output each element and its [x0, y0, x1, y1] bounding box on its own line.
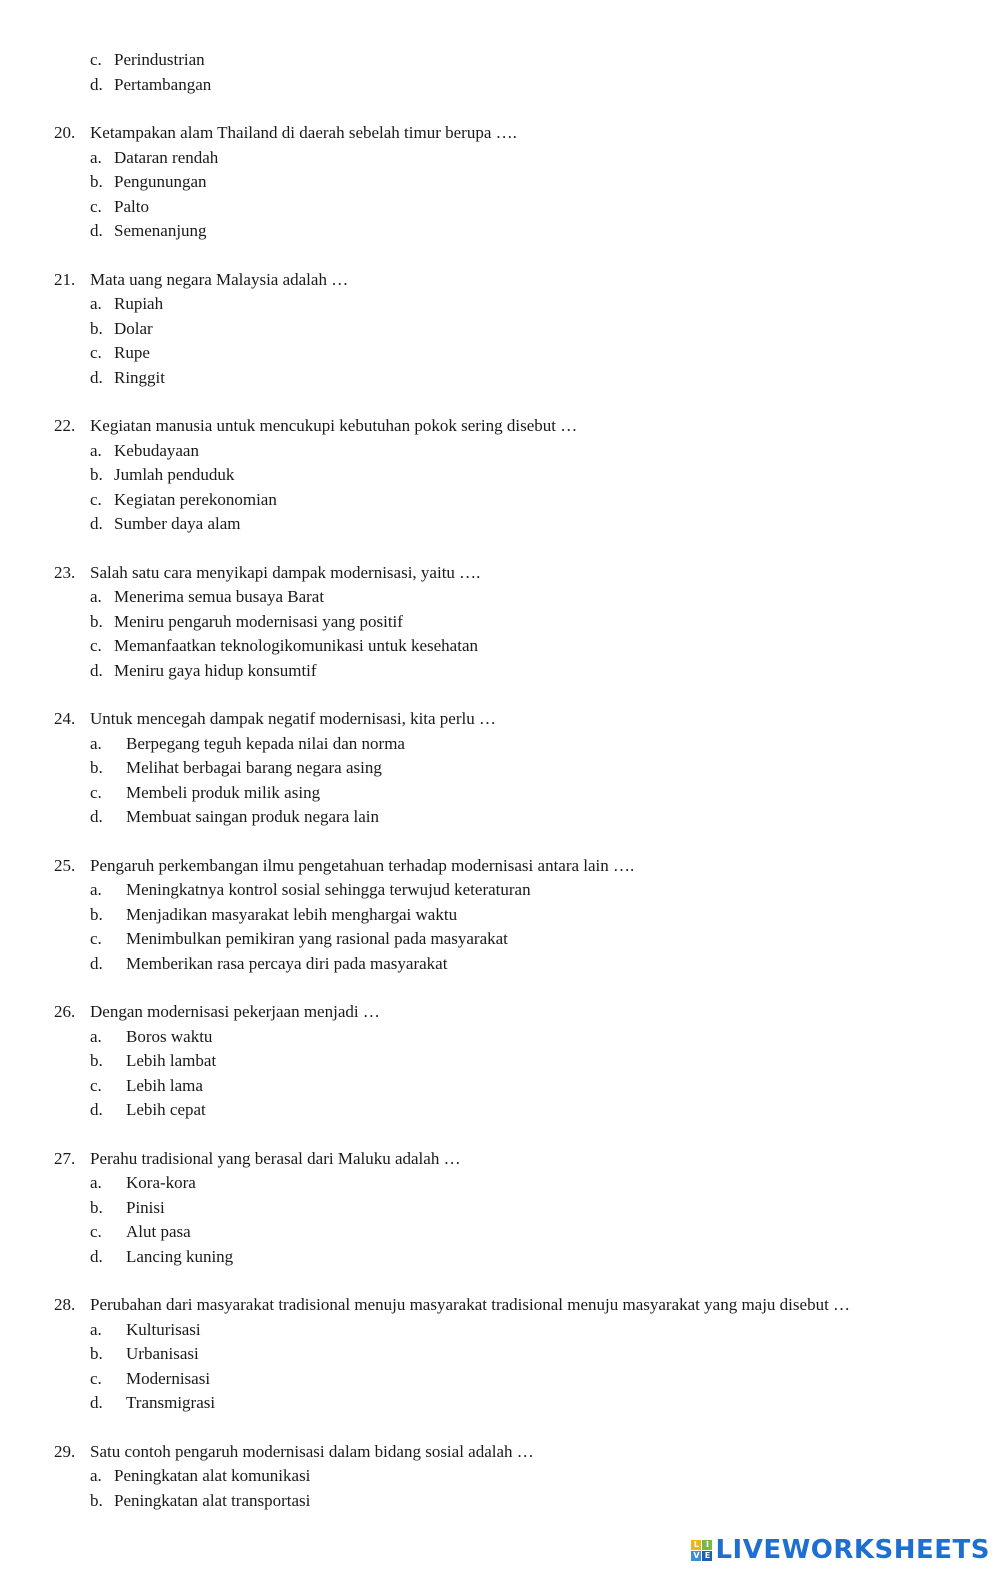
- question-number: 20.: [54, 123, 76, 142]
- answer-option[interactable]: [0, 1025, 1000, 1050]
- answer-option[interactable]: [0, 146, 1000, 171]
- answer-option[interactable]: [0, 1342, 1000, 1367]
- option-text: Palto: [114, 196, 149, 216]
- answer-option[interactable]: [0, 927, 1000, 952]
- answer-option[interactable]: [0, 439, 1000, 464]
- question-text: Satu contoh pengaruh modernisasi dalam bidang sosial adalah …: [90, 1441, 534, 1461]
- answer-option[interactable]: [0, 805, 1000, 830]
- question-text: Untuk mencegah dampak negatif modernisasi, kita perlu …: [90, 709, 496, 728]
- question-block: [0, 268, 1000, 391]
- question-stem: [0, 1147, 1000, 1172]
- option-letter: b.: [90, 172, 103, 191]
- option-letter: b.: [90, 1197, 103, 1217]
- option-letter: a.: [90, 440, 102, 460]
- question-block: [0, 561, 1000, 684]
- question-stem: [0, 121, 1000, 146]
- option-letter: c.: [90, 1222, 102, 1241]
- question-number: 27.: [54, 1148, 76, 1168]
- option-text: Menimbulkan pemikiran yang rasional pada masyarakat: [126, 929, 508, 948]
- answer-option[interactable]: [0, 48, 1000, 73]
- question-block: [0, 414, 1000, 537]
- option-text: Lebih cepat: [126, 1100, 206, 1119]
- option-letter: b.: [90, 465, 103, 484]
- answer-option[interactable]: [0, 463, 1000, 488]
- option-letter: c.: [90, 50, 102, 69]
- question-stem: [0, 268, 1000, 293]
- question-number: 26.: [54, 1002, 76, 1021]
- option-text: Alut pasa: [126, 1222, 191, 1241]
- option-text: Sumber daya alam: [114, 514, 241, 533]
- logo-mark-icon: [691, 1540, 712, 1561]
- option-text: Menerima semua busaya Barat: [114, 587, 325, 606]
- option-letter: a.: [90, 587, 102, 606]
- question-stem: [0, 1440, 1000, 1465]
- answer-option[interactable]: [0, 170, 1000, 195]
- option-letter: d.: [90, 514, 103, 533]
- option-text: Melihat berbagai barang negara asing: [126, 758, 382, 777]
- question-stem: [0, 561, 1000, 586]
- answer-option[interactable]: [0, 512, 1000, 537]
- answer-option[interactable]: [0, 366, 1000, 391]
- option-text: Dataran rendah: [114, 147, 219, 167]
- answer-option[interactable]: [0, 292, 1000, 317]
- answer-option[interactable]: [0, 952, 1000, 977]
- option-text: Meningkatnya kontrol sosial sehingga terwujud keteraturan: [126, 880, 531, 899]
- option-text: Modernisasi: [126, 1368, 211, 1388]
- answer-option[interactable]: [0, 73, 1000, 98]
- question-text: Mata uang negara Malaysia adalah …: [90, 269, 349, 289]
- answer-option[interactable]: [0, 1098, 1000, 1123]
- question-text: Perahu tradisional yang berasal dari Maluku adalah …: [90, 1148, 461, 1168]
- answer-option[interactable]: [0, 610, 1000, 635]
- option-letter: c.: [90, 196, 102, 216]
- question-text: Kegiatan manusia untuk mencukupi kebutuhan pokok sering disebut …: [90, 416, 578, 435]
- option-text: Perindustrian: [114, 50, 205, 69]
- option-text: Dolar: [114, 318, 153, 338]
- option-text: Memanfaatkan teknologikomunikasi untuk kesehatan: [114, 636, 478, 655]
- answer-option[interactable]: [0, 659, 1000, 684]
- option-letter: b.: [90, 1344, 103, 1363]
- option-letter: c.: [90, 343, 102, 362]
- option-text: Lancing kuning: [126, 1246, 234, 1266]
- logo-mark-tile: V: [693, 1550, 700, 1560]
- answer-option[interactable]: [0, 1049, 1000, 1074]
- option-letter: b.: [90, 904, 103, 924]
- answer-option[interactable]: [0, 1196, 1000, 1221]
- question-text: Pengaruh perkembangan ilmu pengetahuan terhadap modernisasi antara lain ….: [90, 855, 635, 875]
- option-letter: d.: [90, 953, 103, 973]
- option-letter: d.: [90, 1246, 103, 1266]
- logo-mark-tile: E: [702, 1551, 712, 1561]
- option-text: Lebih lama: [126, 1075, 203, 1095]
- answer-option[interactable]: [0, 317, 1000, 342]
- answer-option[interactable]: [0, 1367, 1000, 1392]
- option-text: Kulturisasi: [126, 1319, 201, 1339]
- option-letter: d.: [90, 367, 103, 387]
- option-letter: c.: [90, 929, 102, 948]
- option-letter: a.: [90, 880, 102, 899]
- option-letter: d.: [90, 1100, 103, 1119]
- option-letter: c.: [90, 1368, 102, 1388]
- option-text: Pinisi: [126, 1197, 165, 1217]
- option-letter: d.: [90, 221, 103, 240]
- logo-mark-tile: I: [702, 1540, 712, 1550]
- option-text: Lebih lambat: [126, 1051, 217, 1070]
- logo-text: LIVEWORKSHEETS: [715, 1535, 990, 1565]
- option-letter: a.: [90, 733, 102, 753]
- answer-option[interactable]: [0, 1220, 1000, 1245]
- liveworksheets-logo: [691, 1536, 990, 1564]
- option-letter: b.: [90, 1490, 103, 1510]
- question-stem: [0, 707, 1000, 732]
- question-block: [0, 854, 1000, 977]
- answer-option[interactable]: [0, 903, 1000, 928]
- option-letter: a.: [90, 294, 102, 313]
- question-stem: [0, 854, 1000, 879]
- question-stem: [0, 1000, 1000, 1025]
- previous-question-options: [0, 48, 1000, 97]
- question-number: 24.: [54, 709, 76, 728]
- answer-option[interactable]: [0, 1318, 1000, 1343]
- answer-option[interactable]: [0, 878, 1000, 903]
- option-text: Meniru gaya hidup konsumtif: [114, 660, 317, 680]
- answer-option[interactable]: [0, 341, 1000, 366]
- option-letter: a.: [90, 1319, 102, 1339]
- answer-option[interactable]: [0, 781, 1000, 806]
- question-text: Salah satu cara menyikapi dampak modernisasi, yaitu ….: [90, 562, 481, 582]
- answer-option[interactable]: [0, 219, 1000, 244]
- option-text: Kora-kora: [126, 1173, 196, 1192]
- option-letter: b.: [90, 758, 103, 777]
- option-text: Jumlah penduduk: [114, 465, 235, 484]
- question-number: 21.: [54, 269, 76, 289]
- question-number: 25.: [54, 855, 76, 875]
- option-letter: d.: [90, 807, 103, 826]
- option-text: Kebudayaan: [114, 440, 199, 460]
- option-text: Kegiatan perekonomian: [114, 489, 277, 509]
- option-text: Meniru pengaruh modernisasi yang positif: [114, 611, 403, 631]
- logo-mark-tile: L: [691, 1540, 701, 1550]
- option-text: Rupe: [114, 343, 150, 362]
- question-number: 29.: [54, 1441, 76, 1461]
- question-text: Ketampakan alam Thailand di daerah sebelah timur berupa ….: [90, 123, 517, 142]
- question-number: 22.: [54, 416, 76, 435]
- answer-option[interactable]: [0, 1245, 1000, 1270]
- option-letter: a.: [90, 1173, 102, 1192]
- option-letter: d.: [90, 74, 103, 94]
- answer-option[interactable]: [0, 1074, 1000, 1099]
- option-letter: b.: [90, 1051, 103, 1070]
- question-block: [0, 1147, 1000, 1270]
- question-text: Dengan modernisasi pekerjaan menjadi …: [90, 1002, 380, 1021]
- option-letter: b.: [90, 611, 103, 631]
- answer-option[interactable]: [0, 732, 1000, 757]
- question-block: [0, 121, 1000, 244]
- question-stem: [0, 1293, 1000, 1318]
- answer-option[interactable]: [0, 1171, 1000, 1196]
- option-letter: a.: [90, 1026, 102, 1046]
- option-text: Peningkatan alat komunikasi: [114, 1466, 311, 1485]
- option-letter: a.: [90, 147, 102, 167]
- option-text: Semenanjung: [114, 221, 207, 240]
- option-letter: b.: [90, 318, 103, 338]
- answer-option[interactable]: [0, 1391, 1000, 1416]
- question-block: [0, 1440, 1000, 1514]
- answer-option[interactable]: [0, 756, 1000, 781]
- question-block: [0, 707, 1000, 830]
- option-text: Ringgit: [114, 367, 166, 387]
- question-block: [0, 1000, 1000, 1123]
- question-block: [0, 1293, 1000, 1416]
- answer-option[interactable]: [0, 488, 1000, 513]
- option-text: Pertambangan: [114, 74, 212, 94]
- answer-option[interactable]: [0, 585, 1000, 610]
- answer-option[interactable]: [0, 1489, 1000, 1514]
- option-text: Menjadikan masyarakat lebih menghargai waktu: [126, 904, 458, 924]
- option-text: Berpegang teguh kepada nilai dan norma: [126, 733, 405, 753]
- answer-option[interactable]: [0, 634, 1000, 659]
- option-letter: c.: [90, 1075, 102, 1095]
- answer-option[interactable]: [0, 195, 1000, 220]
- option-letter: c.: [90, 489, 102, 509]
- answer-option[interactable]: [0, 1464, 1000, 1489]
- option-letter: c.: [90, 636, 102, 655]
- question-number: 28.: [54, 1295, 76, 1314]
- option-letter: c.: [90, 782, 102, 802]
- question-list: [0, 121, 1000, 1513]
- question-number: 23.: [54, 562, 76, 582]
- option-text: Urbanisasi: [126, 1344, 199, 1363]
- option-text: Membeli produk milik asing: [126, 782, 321, 802]
- worksheet-page: [0, 48, 1000, 1513]
- option-text: Memberikan rasa percaya diri pada masyarakat: [126, 953, 448, 973]
- question-text: Perubahan dari masyarakat tradisional menuju masyarakat tradisional menuju masyarakat yang maju disebut …: [90, 1295, 851, 1314]
- option-letter: a.: [90, 1466, 102, 1485]
- option-text: Peningkatan alat transportasi: [114, 1490, 311, 1510]
- option-text: Membuat saingan produk negara lain: [126, 807, 380, 826]
- option-letter: d.: [90, 1393, 103, 1412]
- option-text: Boros waktu: [126, 1026, 213, 1046]
- option-letter: d.: [90, 660, 103, 680]
- option-text: Transmigrasi: [126, 1393, 216, 1412]
- option-text: Pengunungan: [114, 172, 207, 191]
- option-text: Rupiah: [114, 294, 164, 313]
- question-stem: [0, 414, 1000, 439]
